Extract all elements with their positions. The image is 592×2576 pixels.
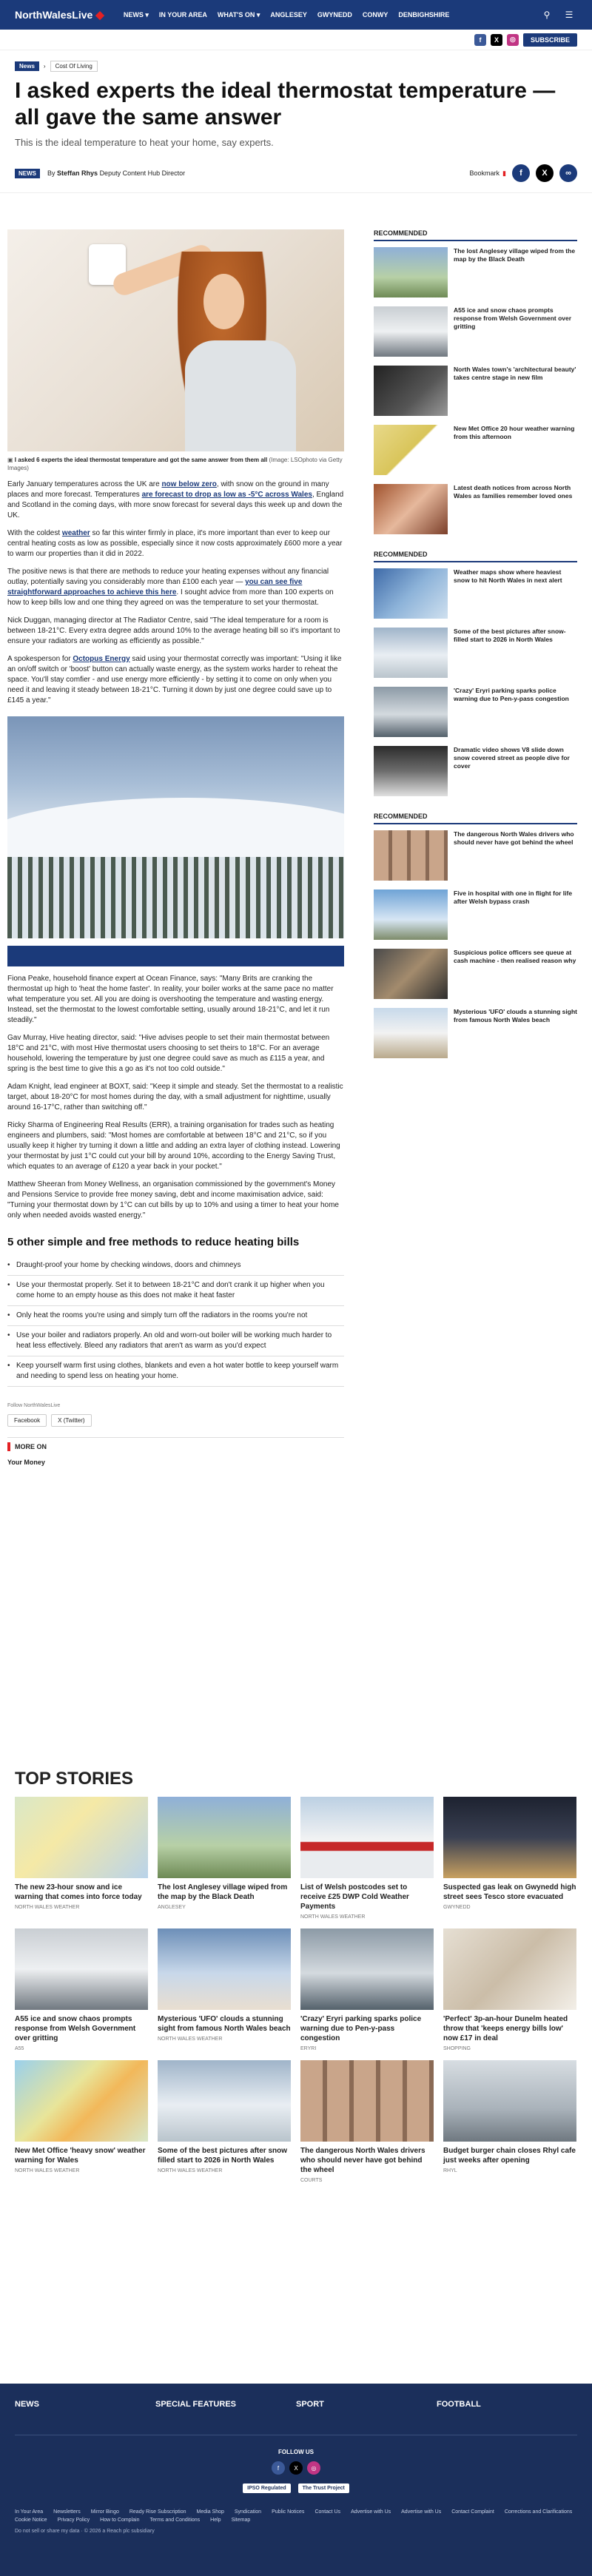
share-facebook-button[interactable]: Facebook bbox=[7, 1414, 47, 1427]
story-kicker: GWYNEDD bbox=[443, 1905, 471, 1910]
story-title[interactable]: The lost Anglesey village wiped from the map by the Black Death bbox=[454, 247, 576, 263]
story-image bbox=[15, 1797, 148, 1878]
shirt-shape bbox=[185, 340, 296, 451]
story-title[interactable]: A55 ice and snow chaos prompts response from Welsh Government over gritting bbox=[454, 306, 572, 330]
sidebar-story[interactable] bbox=[374, 484, 577, 534]
main-nav bbox=[124, 11, 450, 19]
story-kicker: NORTH WALES WEATHER bbox=[15, 1905, 80, 1910]
story-card[interactable] bbox=[300, 2060, 434, 2183]
story-thumbnail bbox=[374, 247, 448, 297]
story-image bbox=[300, 2060, 434, 2142]
search-icon[interactable]: ⚲ bbox=[543, 10, 551, 20]
story-kicker: RHYL bbox=[443, 2168, 457, 2173]
p5-text-b: said using your thermostat correctly was important: "Using it like an on/off switch or 'boost' button can actually waste energy, as the system works harder to reheat the space. You'll stay comfier - and use energy more efficiently - by setting it to come on only when you need it and leaving it steady between 18-21°C. Turning it down by just one degree could save up to £145 a year." bbox=[7, 655, 342, 704]
hero-caption bbox=[7, 451, 344, 480]
footer-col-news[interactable]: NEWS bbox=[15, 2400, 39, 2409]
story-thumbnail bbox=[374, 306, 448, 357]
news-tag: NEWS bbox=[15, 169, 40, 178]
story-title[interactable]: Dramatic video shows V8 slide down snow covered street as people dive for cover bbox=[454, 746, 570, 770]
social-subscribe-bar bbox=[0, 30, 592, 50]
site-name[interactable]: NorthWalesLive bbox=[15, 9, 93, 21]
story-card[interactable] bbox=[15, 1797, 148, 1920]
story-title[interactable]: Suspicious police officers see queue at cash machine - then realised reason why bbox=[454, 949, 576, 964]
article-title: I asked experts the ideal thermostat temperature — all gave the same answer bbox=[15, 78, 556, 130]
story-card[interactable] bbox=[158, 1928, 291, 2051]
x-icon[interactable]: X bbox=[491, 34, 502, 46]
story-card[interactable] bbox=[300, 1797, 434, 1920]
story-thumbnail bbox=[374, 890, 448, 940]
top-stories-heading: TOP STORIES bbox=[15, 1769, 134, 1789]
story-kicker: NORTH WALES WEATHER bbox=[158, 2037, 223, 2042]
list-item: • Draught-proof your home by checking windows, doors and chimneys bbox=[7, 1256, 344, 1276]
story-title[interactable]: New Met Office 'heavy snow' weather warning for Wales bbox=[15, 2147, 146, 2165]
recommended-heading-2: RECOMMENDED bbox=[374, 551, 577, 562]
instagram-icon[interactable]: ◎ bbox=[507, 34, 519, 46]
footer-link[interactable]: Privacy Policy bbox=[57, 2518, 90, 2523]
paragraph-5 bbox=[7, 654, 344, 706]
breadcrumb-topic[interactable]: Cost Of Living bbox=[50, 61, 98, 72]
story-title[interactable]: Some of the best pictures after snow filled start to 2026 in North Wales bbox=[158, 2147, 288, 2165]
sidebar-story[interactable] bbox=[374, 949, 577, 999]
story-image bbox=[15, 1928, 148, 2010]
top-stories-grid bbox=[0, 1797, 592, 2183]
site-header bbox=[0, 0, 592, 30]
sidebar-story[interactable] bbox=[374, 425, 577, 475]
story-kicker: SHOPPING bbox=[443, 2046, 471, 2051]
story-image bbox=[443, 1928, 576, 2010]
paragraph-4: Nick Duggan, managing director at The Radiator Centre, said "The ideal temperature for a room is between 18-21°C. Every extra degree adds around 10% to the average heating bill so it's important to ensure your radiators are working as efficiently as possible." bbox=[7, 616, 340, 645]
top-stories-section bbox=[0, 1769, 592, 2183]
site-footer bbox=[0, 2384, 592, 2576]
story-thumbnail bbox=[374, 949, 448, 999]
footer-instagram-icon[interactable]: ◎ bbox=[307, 2461, 320, 2475]
story-card[interactable] bbox=[15, 1928, 148, 2051]
story-title[interactable]: Weather maps show where heaviest snow to hit North Wales in next alert bbox=[454, 568, 562, 584]
trust-project-badge[interactable]: The Trust Project bbox=[298, 2483, 349, 2493]
more-on-your-money[interactable]: Your Money bbox=[7, 1459, 45, 1466]
footer-facebook-icon[interactable]: f bbox=[272, 2461, 285, 2475]
paragraph-9: Ricky Sharma of Engineering Real Results (ERR), a training organisation for trades such as heating engineers and plumbers, said: "Most homes are comfortable at between 18°C and 21°C, so if you usually keep it higher try turning it down a little and adding an extra layer of clothing instead. Lowering your thermostat by just 1°C could cut your bill by around 10%, according to the Energy Saving Trust, which equates to an average of £120 a year back in your pocket." bbox=[7, 1121, 340, 1171]
bookmark-button[interactable] bbox=[470, 169, 506, 178]
footer-link[interactable]: Syndication bbox=[234, 2509, 262, 2515]
nav-item-anglesey[interactable]: ANGLESEY bbox=[270, 10, 307, 19]
story-title[interactable]: The lost Anglesey village wiped from the map by the Black Death bbox=[158, 1883, 288, 1901]
sidebar-story[interactable] bbox=[374, 890, 577, 940]
p2-text-b: so far this winter firmly in place, it's more important than ever to keep our central heating costs as low as possible, especially since it now costs approximately £600 more a year to warm our properties than it did in 2022. bbox=[7, 529, 343, 558]
accent-bar bbox=[7, 1442, 10, 1451]
story-title[interactable]: Mysterious 'UFO' clouds a stunning sight from famous North Wales beach bbox=[158, 2015, 291, 2033]
story-title[interactable]: 'Crazy' Eryri parking sparks police warning due to Pen-y-pass congestion bbox=[300, 2015, 422, 2042]
footer-link[interactable]: Advertise with Us bbox=[351, 2509, 391, 2515]
share-x-button[interactable]: X (Twitter) bbox=[51, 1414, 91, 1427]
facebook-icon[interactable]: f bbox=[474, 34, 486, 46]
trees-shape bbox=[7, 857, 344, 938]
story-card[interactable] bbox=[300, 1928, 434, 2051]
snow-landscape-image bbox=[7, 716, 344, 938]
share-bar bbox=[7, 1414, 344, 1427]
footer-link[interactable]: Terms and Conditions bbox=[149, 2518, 201, 2523]
story-thumbnail bbox=[374, 746, 448, 796]
article-standfirst: This is the ideal temperature to heat your home, say experts. bbox=[15, 137, 274, 148]
paragraph-1 bbox=[7, 480, 344, 521]
nav-item-gwynedd[interactable]: GWYNEDD bbox=[317, 10, 352, 19]
p1-text-c: , England and Scotland in the coming days, with more snow forecast for several days this week up and down the UK. bbox=[7, 491, 344, 519]
camera-icon: ▣ bbox=[7, 457, 13, 463]
sidebar-story[interactable] bbox=[374, 1008, 577, 1058]
p3-text-b: . I sought advice from more than 100 experts on how to keep bills low and one thing they agreed on was the temperature to set your thermostat. bbox=[7, 588, 334, 607]
follow-us bbox=[15, 2435, 577, 2493]
face-shape bbox=[204, 274, 244, 329]
share-facebook-icon[interactable]: f bbox=[512, 164, 530, 182]
list-item: • Keep yourself warm first using clothes, blankets and even a hot water bottle to keep yourself warm and needing to spend less on heating your home. bbox=[7, 1356, 344, 1387]
list-item: • Use your thermostat properly. Set it to between 18-21°C and don't crank it up higher when you come home to an empty house as this does not make it heat faster bbox=[7, 1276, 344, 1306]
list-item: • Only heat the rooms you're using and simply turn off the radiators in the rooms you're not bbox=[7, 1306, 344, 1326]
story-image bbox=[443, 1797, 576, 1878]
recommended-heading-3: RECOMMENDED bbox=[374, 813, 577, 824]
story-kicker: COURTS bbox=[300, 2178, 323, 2183]
sidebar-story[interactable] bbox=[374, 830, 577, 881]
footer-link[interactable]: Advertise with Us bbox=[401, 2509, 442, 2515]
nav-item-denbighshire[interactable]: DENBIGHSHIRE bbox=[398, 10, 450, 19]
story-thumbnail bbox=[374, 568, 448, 619]
footer-x-icon[interactable]: X bbox=[289, 2461, 303, 2475]
footer-link[interactable]: Public Notices bbox=[272, 2509, 305, 2515]
footer-col-special-features[interactable]: SPECIAL FEATURES bbox=[155, 2400, 236, 2409]
nav-item-whats-on[interactable]: WHAT'S ON ▾ bbox=[217, 10, 260, 19]
breadcrumb bbox=[0, 50, 592, 78]
p5-link-octopus[interactable]: Octopus Energy bbox=[73, 655, 130, 663]
footer-link[interactable]: In Your Area bbox=[15, 2509, 44, 2515]
story-image bbox=[15, 2060, 148, 2142]
sidebar-story[interactable] bbox=[374, 247, 577, 297]
copyright: Do not sell or share my data · © 2026 a Reach plc subsidiary bbox=[15, 2529, 155, 2534]
bookmark-icon: ▮ bbox=[502, 169, 506, 177]
tips-list bbox=[7, 1256, 344, 1387]
p2-link-weather[interactable]: weather bbox=[61, 529, 90, 537]
story-thumbnail bbox=[374, 366, 448, 416]
story-kicker: ANGLESEY bbox=[158, 1905, 186, 1910]
footer-link[interactable]: Ready Rise Subscription bbox=[129, 2509, 186, 2515]
story-title[interactable]: Budget burger chain closes Rhyl cafe just weeks after opening bbox=[443, 2147, 576, 2165]
more-on-section bbox=[7, 1437, 344, 1466]
byline bbox=[0, 154, 592, 193]
footer-link[interactable]: Corrections and Clarifications bbox=[504, 2509, 573, 2515]
dragon-icon: ◆ bbox=[95, 9, 104, 21]
story-title[interactable]: Some of the best pictures after snow-filled start to 2026 in North Wales bbox=[454, 628, 566, 643]
footer-link[interactable]: Newsletters bbox=[53, 2509, 81, 2515]
story-image bbox=[158, 1928, 291, 2010]
story-card[interactable] bbox=[443, 2060, 576, 2183]
footer-col-football[interactable]: FOOTBALL bbox=[437, 2400, 481, 2409]
site-logo[interactable] bbox=[15, 8, 104, 21]
story-title[interactable]: List of Welsh postcodes set to receive £25 DWP Cold Weather Payments bbox=[300, 1883, 409, 1911]
story-thumbnail bbox=[374, 425, 448, 475]
paragraph-6: Fiona Peake, household finance expert at Ocean Finance, says: "Many Brits are cranking the thermostat up high to 'heat the home faster'. In reality, your boiler works at the same pace no matter what temperature you set. All you are doing is overshooting the temperature and wasting energy. Instead, set the thermostat to the lowest comfortable setting, usually around 18-21°C, and let it run steadily." bbox=[7, 975, 334, 1024]
story-title[interactable]: The new 23-hour snow and ice warning that comes into force today bbox=[15, 1883, 142, 1901]
footer-link[interactable]: How to Complain bbox=[100, 2518, 140, 2523]
story-card[interactable] bbox=[15, 2060, 148, 2183]
sidebar bbox=[374, 229, 577, 1067]
hero-caption-text: I asked 6 experts the ideal thermostat temperature and got the same answer from them all bbox=[14, 457, 268, 463]
breadcrumb-section[interactable]: News bbox=[15, 61, 39, 71]
story-thumbnail bbox=[374, 830, 448, 881]
follow-note[interactable]: Follow NorthWalesLive bbox=[7, 1403, 61, 1408]
story-image bbox=[158, 1797, 291, 1878]
sidebar-story[interactable] bbox=[374, 366, 577, 416]
hero-image bbox=[7, 229, 344, 451]
byline-text bbox=[47, 169, 185, 177]
sidebar-story[interactable] bbox=[374, 306, 577, 357]
story-title[interactable]: The dangerous North Wales drivers who should never have got behind the wheel bbox=[300, 2147, 426, 2174]
recommended-heading: RECOMMENDED bbox=[374, 229, 577, 241]
story-title[interactable]: Suspected gas leak on Gwynedd high street sees Tesco store evacuated bbox=[443, 1883, 576, 1901]
story-image bbox=[300, 1797, 434, 1878]
paragraph-7: Gav Murray, Hive heating director, said: "Hive advises people to set their main thermostat between 18°C and 21°C, with most Hive thermostat users choosing to set theirs to 18°C. For an average household, lowering the temperature by just one degree could save as much as £115 a year, and spring is the best time to give this a go as it's not too cold outside." bbox=[7, 1034, 330, 1073]
footer-link[interactable]: Contact Us bbox=[314, 2509, 341, 2515]
bookmark-label: Bookmark bbox=[469, 169, 500, 177]
paragraph-10: Matthew Sheeran from Money Wellness, an organisation commissioned by the government's Money and Pensions Service to provide free money saving, debt and income maximisation advice, said: "Turning your thermostat down by 1°C can cut bills by up to 10% and using a timer to heat your home only when needed avoids wasted energy." bbox=[7, 1180, 339, 1220]
footer-col-sport[interactable]: SPORT bbox=[296, 2400, 324, 2409]
story-kicker: A55 bbox=[15, 2046, 24, 2051]
footer-link[interactable]: Help bbox=[210, 2518, 221, 2523]
footer-links bbox=[15, 2509, 577, 2523]
story-title[interactable]: 'Perfect' 3p-an-hour Dunelm heated throw that 'keeps energy bills low' now £17 in deal bbox=[443, 2015, 568, 2042]
story-thumbnail bbox=[374, 1008, 448, 1058]
p3-text-a: The positive news is that there are methods to reduce your heating expenses without any financial outlay, potentially saving you considerably more than £100 each year — bbox=[7, 568, 329, 586]
story-thumbnail bbox=[374, 484, 448, 534]
story-title[interactable]: North Wales town's 'architectural beauty' takes centre stage in new film bbox=[454, 366, 576, 381]
story-title[interactable]: Mysterious 'UFO' clouds a stunning sight from famous North Wales beach bbox=[454, 1008, 577, 1023]
story-card[interactable] bbox=[443, 1928, 576, 2051]
footer-link[interactable]: Cookie Notice bbox=[15, 2518, 47, 2523]
hero-credit: (Image: LSOphoto via Getty Images) bbox=[7, 457, 343, 471]
paragraph-2 bbox=[7, 528, 344, 559]
story-kicker: NORTH WALES WEATHER bbox=[15, 2168, 80, 2173]
nav-item-news[interactable]: NEWS ▾ bbox=[123, 10, 149, 19]
p5-text-a: A spokesperson for bbox=[7, 655, 73, 663]
more-on-label: MORE ON bbox=[15, 1443, 47, 1450]
p2-text-a: With the coldest bbox=[7, 529, 62, 537]
footer-link[interactable]: Sitemap bbox=[231, 2518, 251, 2523]
story-title[interactable]: 'Crazy' Eryri parking sparks police warning due to Pen-y-pass congestion bbox=[454, 687, 569, 702]
paragraph-8: Adam Knight, lead engineer at BOXT, said: "Keep it simple and steady. Set the thermostat to a realistic target, about 18-20°C for most homes during the day, with a small adjustment for nighttime, usually around 16-17°C, rather than switching off." bbox=[7, 1083, 343, 1112]
advert-bar[interactable] bbox=[7, 946, 344, 966]
p3-link-approaches[interactable]: you can see five straightforward approaches to achieve this here bbox=[7, 578, 303, 596]
story-image bbox=[300, 1928, 434, 2010]
story-kicker: ERYRI bbox=[300, 2046, 317, 2051]
footer-link[interactable]: Contact Complaint bbox=[451, 2509, 494, 2515]
p1-link-forecast[interactable]: are forecast to drop as low as -5°C across Wales bbox=[141, 491, 312, 499]
story-title[interactable]: The dangerous North Wales drivers who should never have got behind the wheel bbox=[454, 830, 574, 846]
p1-text-a: Early January temperatures across the UK are bbox=[7, 480, 162, 488]
story-title[interactable]: New Met Office 20 hour weather warning from this afternoon bbox=[454, 425, 575, 440]
story-image bbox=[443, 2060, 576, 2142]
article-body bbox=[7, 229, 344, 1466]
story-title[interactable]: Latest death notices from across North Wales as families remember loved ones bbox=[454, 484, 573, 500]
footer-columns bbox=[15, 2384, 577, 2435]
follow-us-label: FOLLOW US bbox=[278, 2449, 314, 2455]
byline-prefix: By bbox=[47, 169, 56, 177]
story-card[interactable] bbox=[158, 2060, 291, 2183]
sidebar-story[interactable] bbox=[374, 568, 577, 619]
subscribe-button[interactable]: SUBSCRIBE bbox=[523, 33, 577, 47]
story-card[interactable] bbox=[158, 1797, 291, 1920]
story-kicker: NORTH WALES WEATHER bbox=[300, 1914, 366, 1920]
footer-link[interactable]: Media Shop bbox=[196, 2509, 224, 2515]
menu-icon[interactable]: ☰ bbox=[565, 10, 574, 20]
p1-link-below-zero[interactable]: now below zero bbox=[161, 480, 217, 488]
story-thumbnail bbox=[374, 628, 448, 678]
sidebar-story[interactable] bbox=[374, 687, 577, 737]
story-kicker: NORTH WALES WEATHER bbox=[158, 2168, 223, 2173]
paragraph-3 bbox=[7, 567, 344, 608]
sidebar-story[interactable] bbox=[374, 628, 577, 678]
chevron-right-icon: › bbox=[43, 63, 46, 70]
author-name[interactable]: Steffan Rhys bbox=[57, 169, 98, 177]
footer-link[interactable]: Mirror Bingo bbox=[90, 2509, 119, 2515]
story-title[interactable]: A55 ice and snow chaos prompts response from Welsh Government over gritting bbox=[15, 2015, 136, 2042]
tips-heading: 5 other simple and free methods to reduce heating bills bbox=[7, 1236, 300, 1248]
p1-text-b: , with snow on the ground in many places and more forecast. Temperatures bbox=[7, 480, 329, 499]
sidebar-story[interactable] bbox=[374, 746, 577, 796]
story-card[interactable] bbox=[443, 1797, 576, 1920]
author-role: Deputy Content Hub Director bbox=[99, 169, 186, 177]
share-x-icon[interactable]: X bbox=[536, 164, 554, 182]
story-image bbox=[158, 2060, 291, 2142]
share-link-icon[interactable]: ∞ bbox=[559, 164, 577, 182]
story-thumbnail bbox=[374, 687, 448, 737]
ipso-badge[interactable]: IPSO Regulated bbox=[243, 2483, 291, 2493]
story-title[interactable]: Five in hospital with one in flight for life after Welsh bypass crash bbox=[454, 890, 573, 905]
list-item: • Use your boiler and radiators properly. An old and worn-out boiler will be working much harder to heat less effectively. Bleed any radiators that aren't as warm as you'd expect bbox=[7, 1326, 344, 1356]
nav-item-in-your-area[interactable]: IN YOUR AREA bbox=[158, 10, 207, 19]
nav-item-conwy[interactable]: CONWY bbox=[362, 10, 388, 19]
